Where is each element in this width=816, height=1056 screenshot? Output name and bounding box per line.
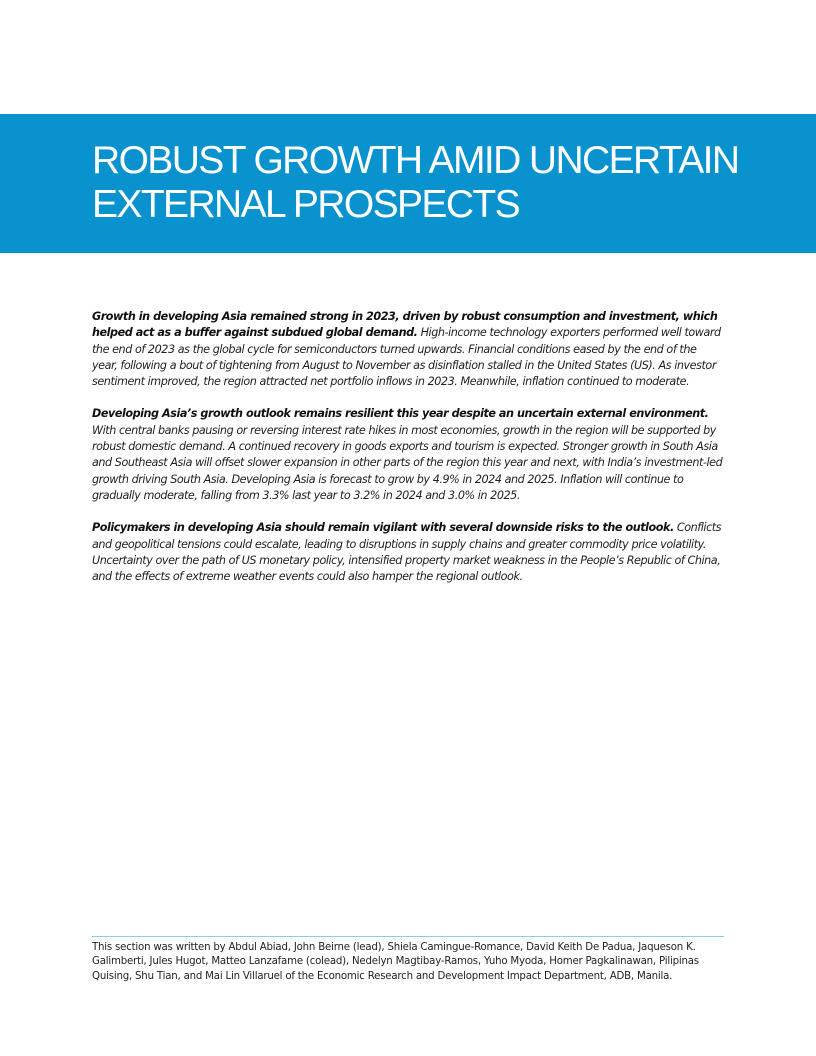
paragraph-body-1: High-income technology exporters performed well toward the end of 2023 as the global cycle for semiconductors turned upwards. Financial conditions eased by the end of the year, following a bout of tightening from August to November as disinflation stalled in the United States (US). As investor sentiment improved, the region attracted net portfolio inflows in 2023. Meanwhile, inflation continued to moderate.: [92, 326, 721, 389]
summary-paragraph-3: [92, 520, 724, 585]
title-banner: [0, 114, 816, 253]
summary-paragraph-1: [92, 309, 724, 390]
author-footnote: This section was written by Abdul Abiad, John Beirne (lead), Shiela Camingue-Romance, David Keith De Padua, Jaqueson K. Galimberti, Jules Hugot, Matteo Lanzafame (colead), Nedelyn Magtibay-Ramos, Yuho Myoda, Homer Pagkalinawan, Pilipinas Quising, Shu Tian, and Mai Lin Villaruel of the Economic Research and Development Impact Department, ADB, Manila.: [92, 942, 699, 982]
summary-paragraph-2: [92, 406, 724, 504]
paragraph-lead-3: Policymakers in developing Asia should remain vigilant with several downside risks to the outlook.: [92, 521, 674, 535]
page-title-line-2: EXTERNAL PROSPECTS: [92, 183, 520, 226]
footnote-divider: [92, 936, 724, 937]
paragraph-lead-1: Growth in developing Asia remained strong in 2023, driven by robust consumption and investment, which helped act as a buffer against subdued global demand.: [92, 310, 718, 340]
page-title: [92, 139, 792, 227]
paragraph-body-3: Conflicts and geopolitical tensions could escalate, leading to disruptions in supply chains and greater commodity price volatility. Uncertainty over the path of US monetary policy, intensified property market weakness in the People’s Republic of China, and the effects of extreme weather events could also hamper the regional outlook.: [92, 521, 722, 584]
paragraph-body-2: With central banks pausing or reversing interest rate hikes in most economies, growth in the region will be supported by robust domestic demand. A continued recovery in goods exports and tourism is expected. Stronger growth in South Asia and Southeast Asia will offset slower expansion in other parts of the region this year and next, with India’s investment-led growth driving South Asia. Developing Asia is forecast to grow by 4.9% in 2024 and 2025. Inflation will continue to gradually moderate, falling from 3.3% last year to 3.2% in 2024 and 3.0% in 2025.: [92, 423, 723, 502]
paragraph-lead-2: Developing Asia’s growth outlook remains resilient this year despite an uncertain external environment.: [92, 407, 709, 421]
page-title-line-1: ROBUST GROWTH AMID UNCERTAIN: [92, 139, 739, 182]
chapter-summary: [92, 309, 724, 601]
